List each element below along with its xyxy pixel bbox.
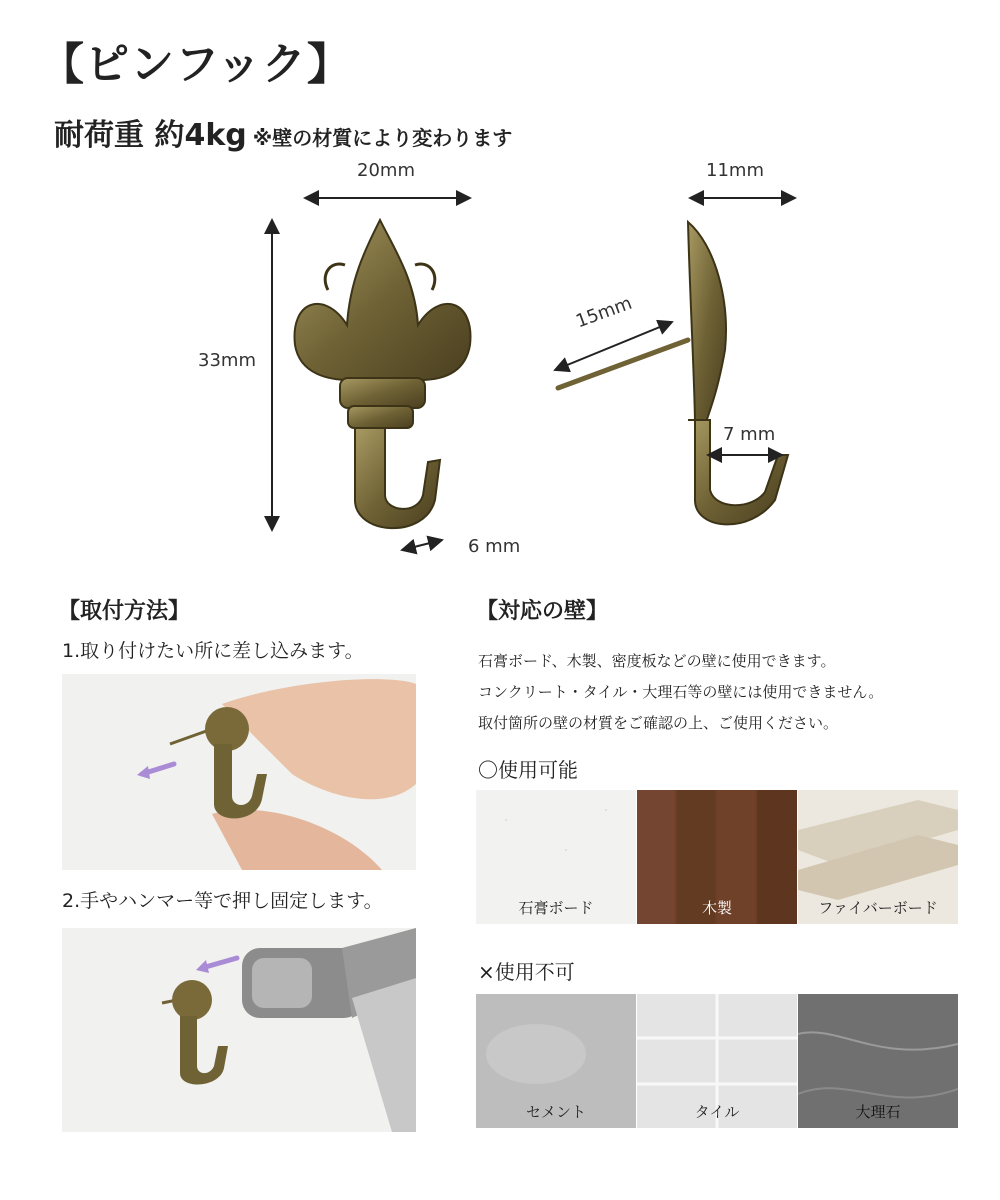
tile-label-wood: 木製 [701,899,732,917]
install-photo-insert [62,674,416,870]
load-main: 耐荷重 約4kg [54,118,247,153]
tile-fiberboard [798,790,958,924]
hook-width-label: 6 mm [468,536,521,557]
load-capacity [54,110,512,154]
tile-label-tile: タイル [694,1103,740,1121]
hook-side-view [558,222,788,524]
load-note: ※壁の材質により変わります [252,126,513,150]
height-label: 33mm [198,350,256,371]
hook-front-view [295,220,471,528]
walls-line-3: 取付箇所の壁の材質をご確認の上、ご使用ください。 [478,714,839,732]
ok-heading: 〇使用可能 [478,758,578,782]
walls-line-1: 石膏ボード、木製、密度板などの壁に使用できます。 [478,652,836,670]
install-heading: 【取付方法】 [58,599,191,624]
depth-label: 11mm [706,160,764,181]
hook-width-arrow [402,540,442,550]
width-label: 20mm [357,160,415,181]
tile-gypsum [476,790,636,924]
pin-arrow [555,322,672,370]
ng-heading: ×使用不可 [478,960,575,984]
tile-label-gypsum: 石膏ボード [518,899,594,917]
walls-heading: 【対応の壁】 [476,599,609,624]
tile-tile [637,994,797,1128]
pin-length-label: 15mm [573,292,635,333]
tile-cement [476,994,636,1128]
walls-line-2: コンクリート・タイル・大理石等の壁には使用できません。 [478,683,884,701]
install-step-1: 1.取り付けたい所に差し込みます。 [62,640,364,662]
tile-wood [637,790,797,924]
install-photo-hammer [62,928,416,1132]
hook-dimension-diagram [190,150,830,570]
tile-label-fiberboard: ファイバーボード [818,899,938,917]
tile-label-cement: セメント [525,1103,586,1121]
tile-label-marble: 大理石 [855,1103,901,1121]
opening-label: 7 mm [723,424,776,445]
tile-marble [798,994,958,1128]
install-step-2: 2.手やハンマー等で押し固定します。 [62,890,383,912]
page-title: 【ピンフック】 [40,39,352,90]
